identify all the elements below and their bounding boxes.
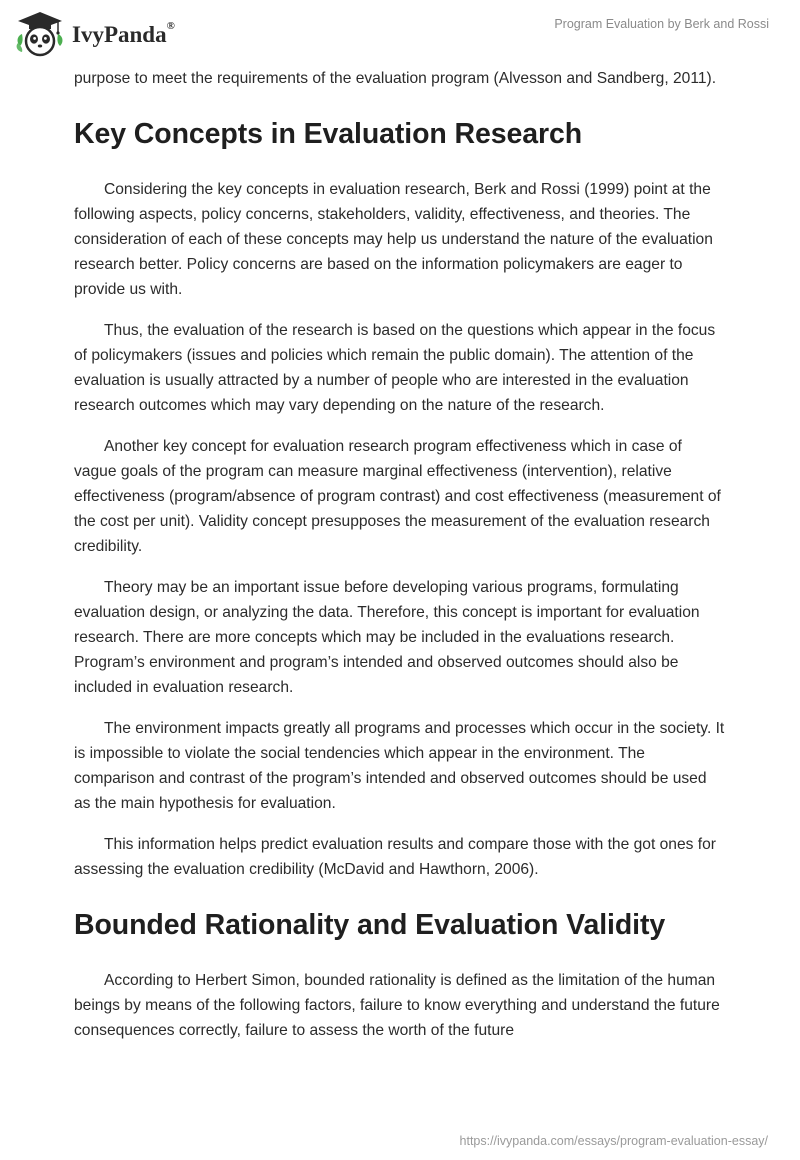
paragraph: The environment impacts greatly all programs and processes which occur in the society. It is impossible to violate the social tendencies which appear in the environment. The comparison and contrast of the program’s intended and observed outcomes should be used as the main hypothesis for evaluation.: [74, 720, 725, 812]
paragraph: According to Herbert Simon, bounded rationality is defined as the limitation of the human beings by means of the following factors, failure to know everything and understand the future consequences correctly, failure to assess the worth of the future: [74, 972, 720, 1039]
document-title: Program Evaluation by Berk and Rossi: [554, 17, 769, 31]
paragraph: Thus, the evaluation of the research is based on the questions which appear in the focus of policymakers (issues and policies which remain the public domain). The attention of the evaluation is usually attracted by a number of people who are interested in the evaluation research outcomes which may vary depending on the nature of the research.: [74, 322, 716, 414]
section-heading-bounded-rationality: Bounded Rationality and Evaluation Validity: [74, 909, 666, 941]
paragraph: This information helps predict evaluation results and compare those with the got ones for assessing the evaluation credibility (McDavid and Hawthorn, 2006).: [74, 836, 716, 878]
page-header: [0, 0, 800, 64]
section-heading-key-concepts: Key Concepts in Evaluation Research: [74, 118, 583, 150]
source-url[interactable]: https://ivypanda.com/essays/program-evaluation-essay/: [459, 1134, 768, 1148]
paragraph: Another key concept for evaluation research program effectiveness which in case of vague goals of the program can measure marginal effectiveness (intervention), relative effectiveness (program/absence of program contrast) and cost effectiveness (measurement of the cost per unit). Validity concept presupposes the measurement of the evaluation research credibility.: [74, 438, 721, 555]
intro-paragraph-tail: purpose to meet the requirements of the evaluation program (Alvesson and Sandberg, 2011).: [74, 70, 717, 87]
paragraph: Considering the key concepts in evaluation research, Berk and Rossi (1999) point at the following aspects, policy concerns, stakeholders, validity, effectiveness, and theories. The consideration of each of these concepts may help us understand the nature of the evaluation research better. Policy concerns are based on the information policymakers are eager to provide us with.: [74, 181, 713, 298]
paragraph: Theory may be an important issue before developing various programs, formulating evaluation design, or analyzing the data. Therefore, this concept is important for evaluation research. There are more concepts which may be included in the evaluations research. Program’s environment and program’s intended and observed outcomes should also be included in evaluation research.: [74, 579, 700, 696]
essay-body: [74, 66, 726, 1059]
panda-graduate-icon: [14, 10, 66, 58]
ivypanda-logo[interactable]: [14, 10, 175, 58]
logo-text: IvyPanda®: [72, 20, 175, 47]
